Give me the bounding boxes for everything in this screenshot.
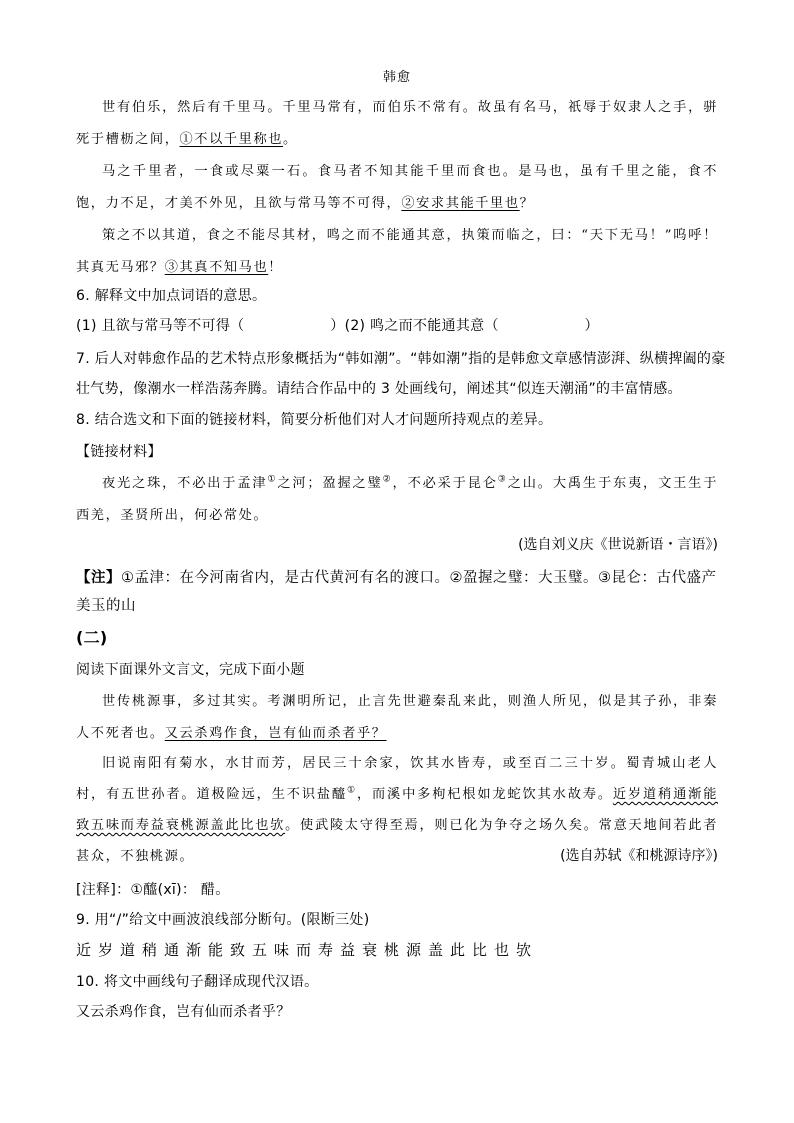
wavy-underlined-sentence: 近岁道稍通渐能致五味而寿益衰桃源盖此比也欤 [76, 787, 718, 833]
question-7: 7. 后人对韩愈作品的艺术特点形象概括为“韩如潮”。“韩如潮”指的是韩愈文章感情澎湃、纵横捭阖的豪壮气势，像潮水一样浩荡奔腾。请结合作品中的 3 处画线句，阐述其“似连天潮涌”的丰富情感。 [76, 351, 726, 397]
question-9-stem: 9. 用“/”给文中画波浪线部分断句。(限断三处) [76, 912, 370, 928]
note-2: [注释]：①醯(xī)： 醋。 [76, 882, 230, 898]
section-2-instruction: 阅读下面课外文言文，完成下面小题 [76, 662, 305, 678]
underlined-sentence-1: ①不以千里称也 [179, 132, 284, 147]
link-material-heading: 【链接材料】 [76, 444, 162, 460]
question-10-text: 又云杀鸡作食，岂有仙而杀者乎？ [76, 1004, 291, 1020]
link-material-source: (选自刘义庆《世说新语・言语》) [518, 537, 718, 553]
author-name: 韩愈 [382, 70, 411, 85]
text2-paragraph-2: 旧说南阳有菊水，水甘而芳，居民三十余家，饮其水皆寿，或至百二三十岁。蜀青城山老人村，有五世孙者。道极险远，生不识盐醯①，而溪中多枸杞根如龙蛇饮其水故寿。近岁道稍通渐能致五味而寿益衰桃源盖此比也欤。使武陵太守得至焉，则已化为争夺之场久矣。常意天地间若此者甚众，不独桃源。 [76, 756, 718, 864]
text2-source: (选自苏轼《和桃源诗序》) [560, 848, 718, 864]
text1-paragraph-1: 世有伯乐，然后有千里马。千里马常有，而伯乐不常有。故虽有名马，祇辱于奴隶人之手，骈死于槽枥之间，①不以千里称也。 [76, 100, 718, 147]
question-6-subitems: (1) 且欲与常马等不可得（ ）(2) 鸣之而不能通其意（ ） [76, 318, 599, 334]
text1-paragraph-3: 策之不以其道，食之不能尽其材，鸣之而不能通其意，执策而临之，曰：“天下无马！”呜呼！其真无马邪？③其真不知马也！ [76, 228, 718, 275]
underlined-sentence-2: ②安求其能千里也 [401, 196, 520, 211]
text2-paragraph-1: 世传桃源事，多过其实。考渊明所记，止言先世避秦乱来此，则渔人所见，似是其子孙，非秦人不死者也。又云杀鸡作食，岂有仙而杀者乎？ [76, 694, 718, 741]
text1-paragraph-2: 马之千里者，一食或尽粟一石。食马者不知其能千里而食也。是马也，虽有千里之能，食不饱，力不足，才美不外见，且欲与常马等不可得，②安求其能千里也？ [76, 164, 718, 211]
note-1: 【注】①孟津：在今河南省内，是古代黄河有名的渡口。②盈握之璧：大玉璧。③昆仑：古代盛产美玉的山 [76, 570, 717, 614]
question-10-stem: 10. 将文中画线句子翻译成现代汉语。 [76, 974, 319, 990]
link-material-body: 夜光之珠，不必出于孟津①之河；盈握之璧②，不必采于昆仑③之山。大禹生于东夷，文王生于西羌，圣贤所出，何必常处。 [76, 474, 718, 523]
section-2-heading: (二) [76, 628, 108, 647]
underlined-sentence-translate: 又云杀鸡作食，岂有仙而杀者乎？ [164, 726, 387, 741]
question-6-stem: 6. 解释文中加点词语的意思。 [76, 288, 267, 304]
underlined-sentence-3: ③其真不知马也 [164, 260, 269, 275]
question-9-text: 近岁道稍通渐能致五味而寿益衰桃源盖此比也欤 [76, 941, 539, 959]
question-8: 8. 结合选文和下面的链接材料，简要分析他们对人才问题所持观点的差异。 [76, 412, 553, 428]
